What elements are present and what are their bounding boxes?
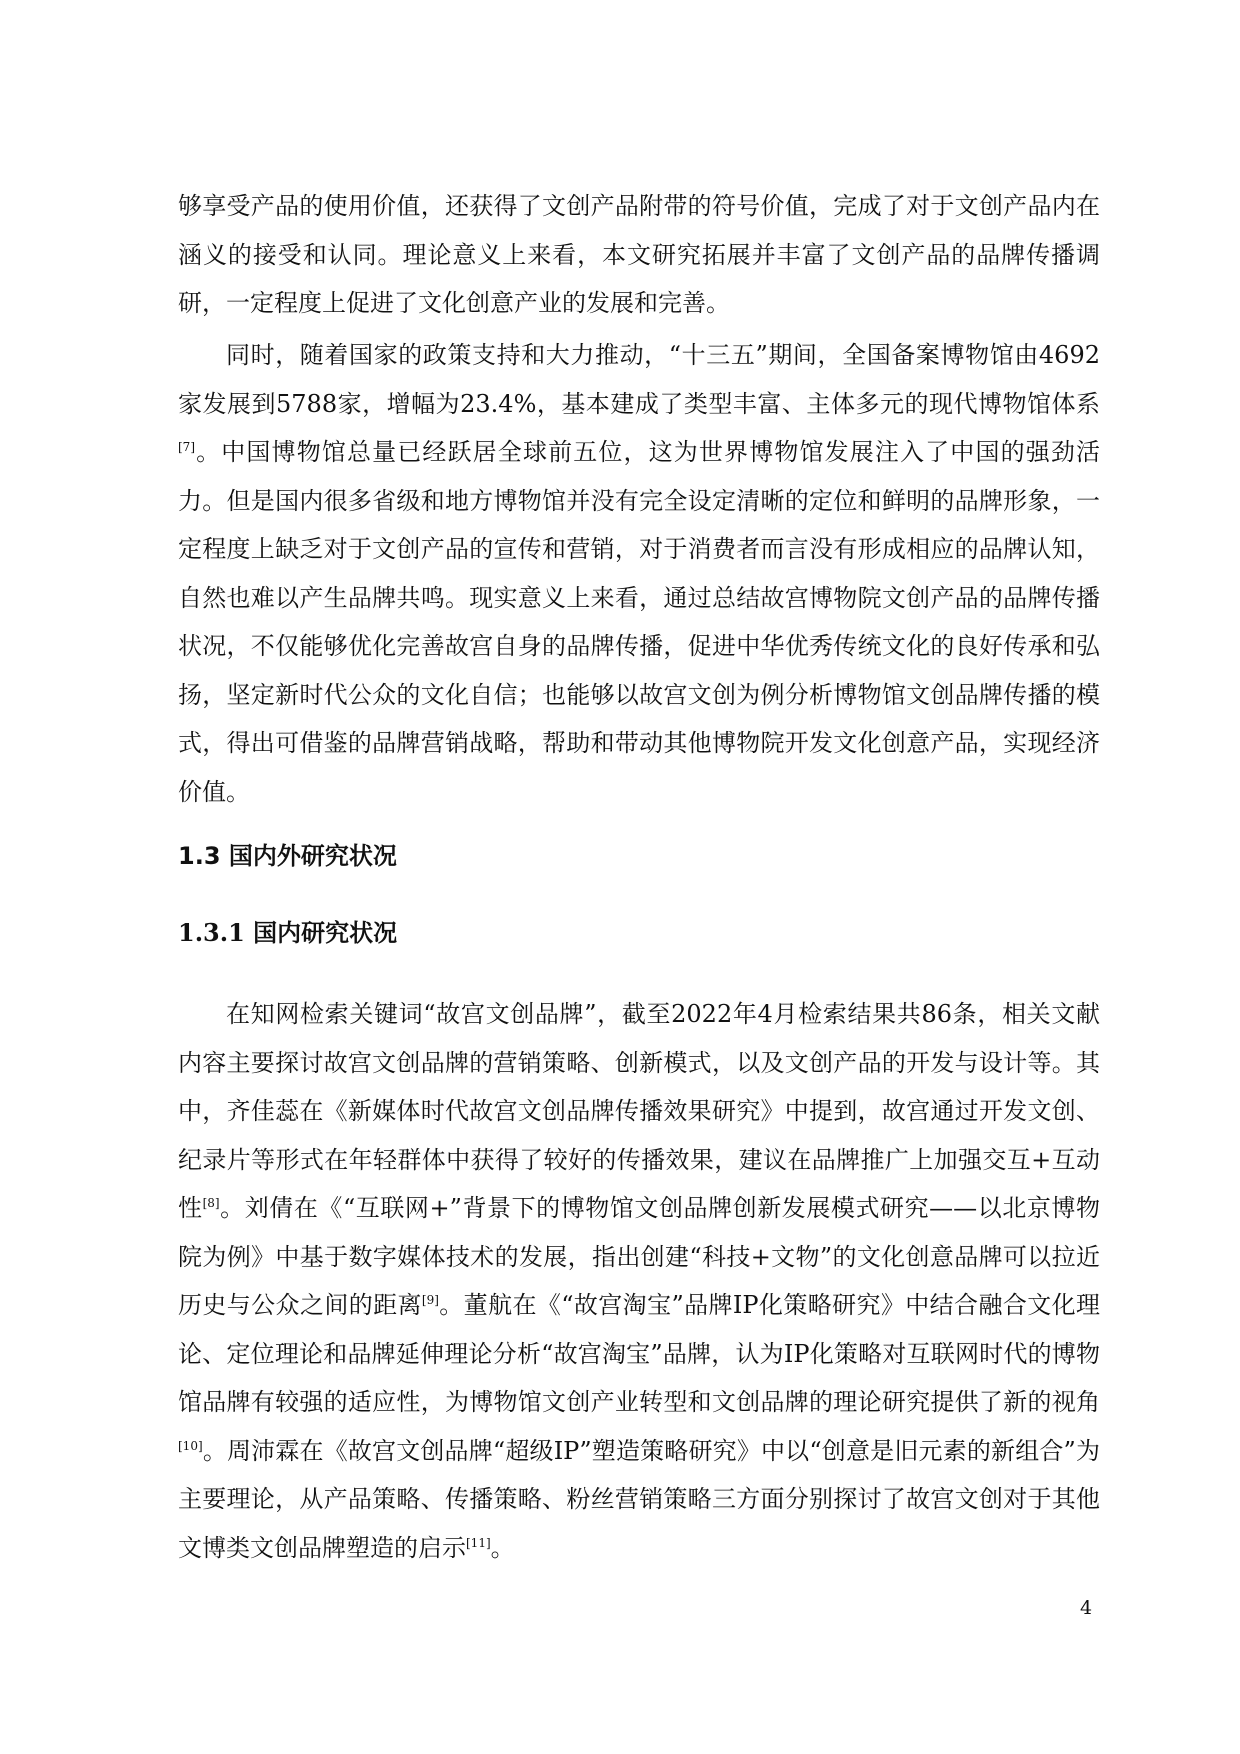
body-paragraph-1 — [178, 182, 1100, 328]
body-paragraph-3 — [178, 990, 1100, 1572]
paragraph-text: 。刘倩在《“互联网+”背景下的博物馆文创品牌创新发展模式研究——以北京博物院为例》中基于数字媒体技术的发展，指出创建“科技+文物”的文化创意品牌可以拉近历史与公众之间的距离 — [178, 1194, 1101, 1319]
paragraph-text: 够享受产品的使用价值，还获得了文创产品附带的符号价值，完成了对于文创产品内在涵义的接受和认同。理论意义上来看，本文研究拓展并丰富了文创产品的品牌传播调研，一定程度上促进了文化创意产业的发展和完善。 — [178, 192, 1100, 317]
paragraph-text: 。中国博物馆总量已经跃居全球前五位，这为世界博物馆发展注入了中国的强劲活力。但是国内很多省级和地方博物馆并没有完全设定清晰的定位和鲜明的品牌形象，一定程度上缺乏对于文创产品的宣传和营销，对于消费者而言没有形成相应的品牌认知，自然也难以产生品牌共鸣。现实意义上来看，通过总结故宫博物院文创产品的品牌传播状况，不仅能够优化完善故宫自身的品牌传播，促进中华优秀传统文化的良好传承和弘扬，坚定新时代公众的文化自信；也能够以故宫文创为例分析博物馆文创品牌传播的模式，得出可借鉴的品牌营销战略，帮助和带动其他博物院开发文化创意产品，实现经济价值。 — [178, 438, 1100, 806]
citation-ref[interactable]: [7] — [178, 440, 195, 454]
paragraph-text: 。董航在《“故宫淘宝”品牌IP化策略研究》中结合融合文化理论、定位理论和品牌延伸理论分析“故宫淘宝”品牌，认为IP化策略对互联网时代的博物馆品牌有较强的适应性，为博物馆文创产业转型和文创品牌的理论研究提供了新的视角 — [178, 1291, 1100, 1416]
citation-ref[interactable]: [10] — [178, 1438, 203, 1453]
paragraph-text: 同时，随着国家的政策支持和大力推动，“十三五”期间，全国备案博物馆由4692家发展到5788家，增幅为23.4%，基本建成了类型丰富、主体多元的现代博物馆体系 — [178, 341, 1100, 418]
paragraph-text: 在知网检索关键词“故宫文创品牌”，截至2022年4月检索结果共86条，相关文献内容主要探讨故宫文创品牌的营销策略、创新模式，以及文创产品的开发与设计等。其中，齐佳蕊在《新媒体时代故宫文创品牌传播效果研究》中提到，故宫通过开发文创、纪录片等形式在年轻群体中获得了较好的传播效果，建议在品牌推广上加强交互+互动性 — [178, 1000, 1100, 1222]
citation-ref[interactable]: [11] — [466, 1535, 491, 1550]
citation-ref[interactable]: [8] — [202, 1196, 220, 1210]
page-number: 4 — [1080, 1597, 1093, 1619]
paragraph-text: 。周沛霖在《故宫文创品牌“超级IP”塑造策略研究》中以“创意是旧元素的新组合”为主要理论，从产品策略、传播策略、粉丝营销策略三方面分别探讨了故宫文创对于其他文博类文创品牌塑造的启示 — [178, 1436, 1100, 1562]
citation-ref[interactable]: [9] — [421, 1293, 439, 1307]
subsection-heading: 1.3.1 国内研究状况 — [178, 918, 398, 947]
body-paragraph-2 — [178, 331, 1100, 816]
section-heading: 1.3 国内外研究状况 — [178, 842, 397, 870]
paragraph-text: 。 — [490, 1533, 515, 1562]
